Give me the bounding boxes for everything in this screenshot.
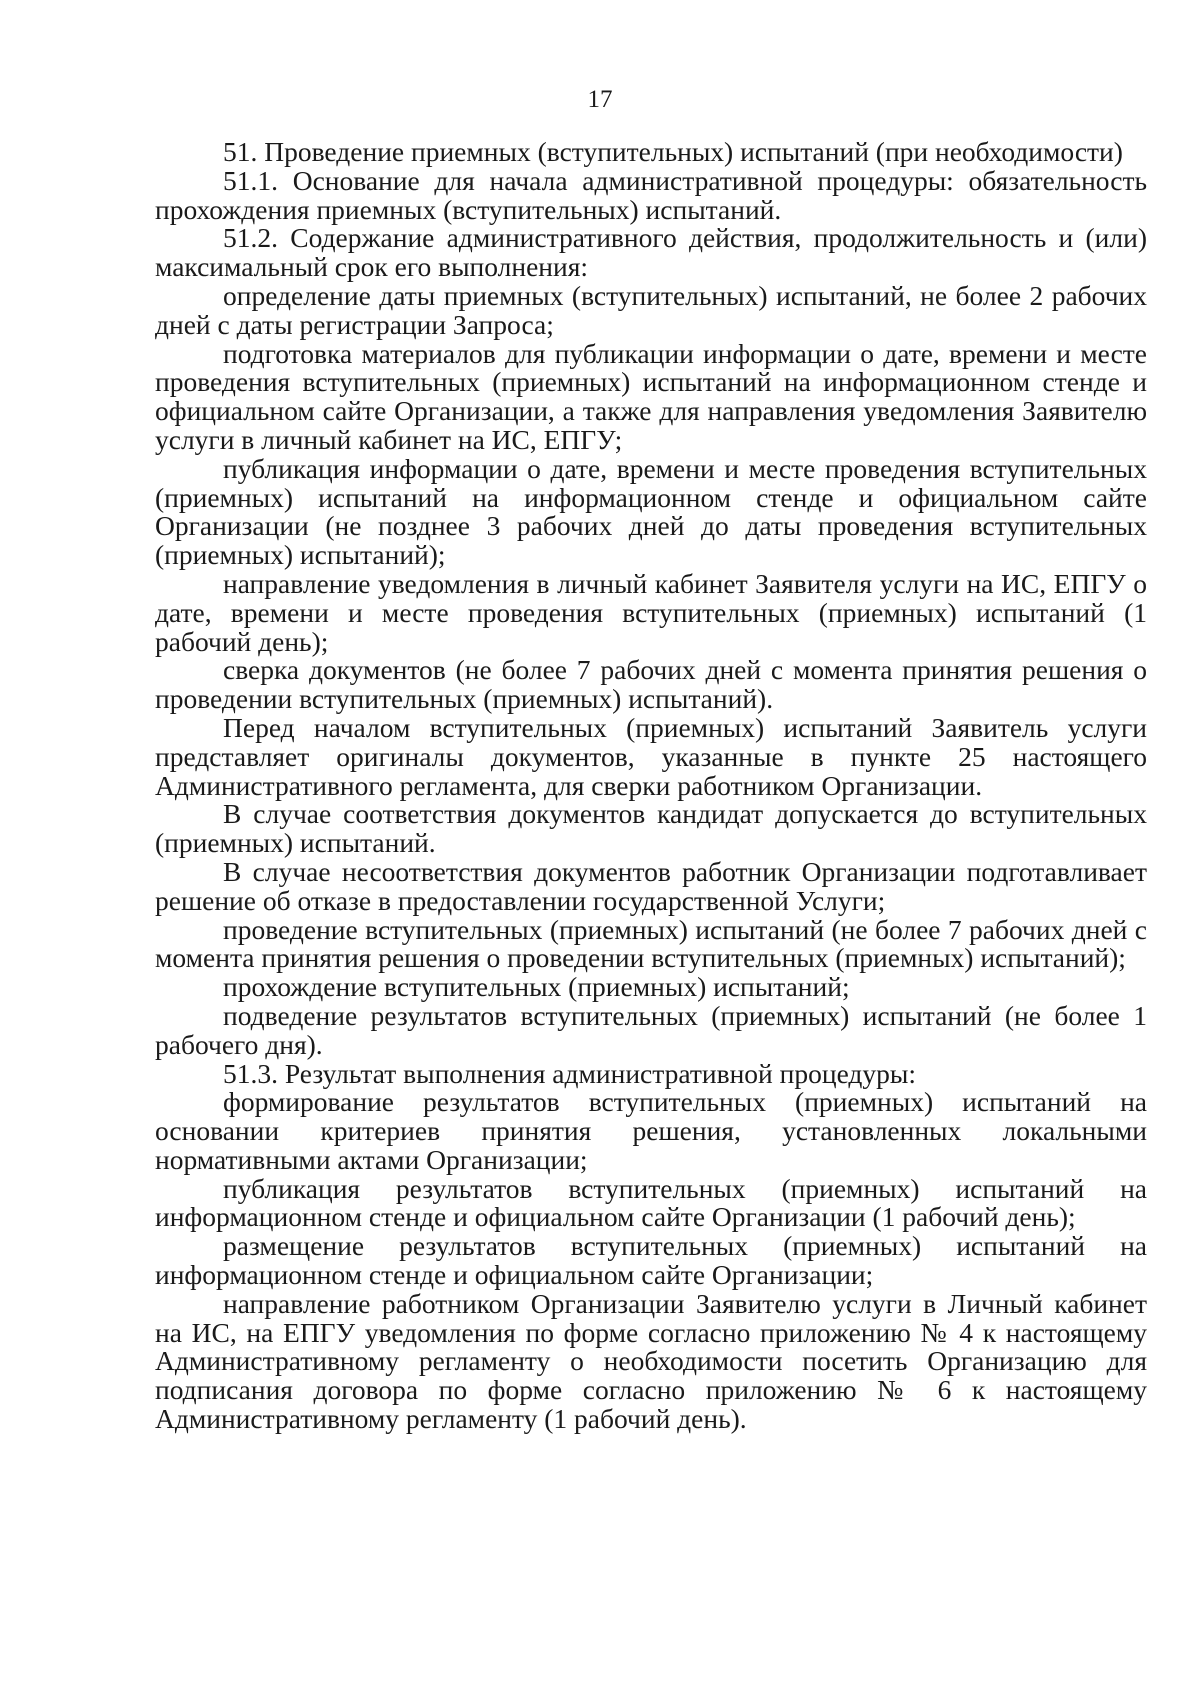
list-item: проведение вступительных (приемных) испытаний (не более 7 рабочих дней с момента принятия решения о проведении вступительных (приемных) испытаний); [155, 913, 1147, 974]
list-item: определение даты приемных (вступительных) испытаний, не более 2 рабочих дней с даты регистрации Запроса; [155, 279, 1147, 340]
list-item: формирование результатов вступительных (приемных) испытаний на основании критериев принятия решения, установленных локальными нормативными актами Организации; [155, 1086, 1147, 1175]
list-item: сверка документов (не более 7 рабочих дней с момента принятия решения о проведении вступительных (приемных) испытаний). [155, 654, 1147, 715]
clause-51-2: 51.2. Содержание административного действия, продолжительность и (или) максимальный срок его выполнения: [155, 222, 1147, 283]
list-item: публикация информации о дате, времени и месте проведения вступительных (приемных) испытаний на информационном стенде и официальном сайте Организации (не позднее 3 рабочих дней до даты проведения вступительных (приемных) испытаний); [155, 452, 1147, 571]
paragraph: В случае соответствия документов кандидат допускается до вступительных (приемных) испытаний. [155, 798, 1147, 859]
section-heading-51: 51. Проведение приемных (вступительных) испытаний (при необходимости) [223, 136, 1123, 167]
list-item: подготовка материалов для публикации информации о дате, времени и месте проведения вступительных (приемных) испытаний на информационном стенде и официальном сайте Организации, а также для направления уведомления Заявителю услуги в личный кабинет на ИС, ЕПГУ; [155, 337, 1147, 455]
list-item: прохождение вступительных (приемных) испытаний; [223, 971, 850, 1003]
paragraph: Перед началом вступительных (приемных) испытаний Заявитель услуги представляет оригиналы документов, указанные в пункте 25 настоящего Административного регламента, для сверки работником Организации. [155, 711, 1147, 801]
list-item: направление уведомления в личный кабинет Заявителя услуги на ИС, ЕПГУ о дате, времени и месте проведения вступительных (приемных) испытаний (1 рабочий день); [155, 567, 1147, 657]
list-item: публикация результатов вступительных (приемных) испытаний на информационном стенде и официальном сайте Организации (1 рабочий день); [155, 1172, 1147, 1233]
list-item: направление работником Организации Заявителю услуги в Личный кабинет на ИС, на ЕПГУ уведомления по форме согласно приложению № 4 к настоящему Административному регламенту о необходимости посетить Организацию для подписания договора по форме согласно приложению № 6 к настоящему Административному регламенту (1 рабочий день). [155, 1287, 1147, 1435]
document-body [155, 138, 1147, 1434]
list-item: размещение результатов вступительных (приемных) испытаний на информационном стенде и официальном сайте Организации; [155, 1230, 1147, 1291]
clause-51-3: 51.3. Результат выполнения административной процедуры: [223, 1057, 917, 1089]
clause-51-1: 51.1. Основание для начала административной процедуры: обязательность прохождения приемных (вступительных) испытаний. [155, 164, 1147, 225]
page-number: 17 [587, 86, 613, 113]
paragraph: В случае несоответствия документов работник Организации подготавливает решение об отказе в предоставлении государственной Услуги; [155, 855, 1147, 916]
list-item: подведение результатов вступительных (приемных) испытаний (не более 1 рабочего дня). [155, 999, 1147, 1060]
